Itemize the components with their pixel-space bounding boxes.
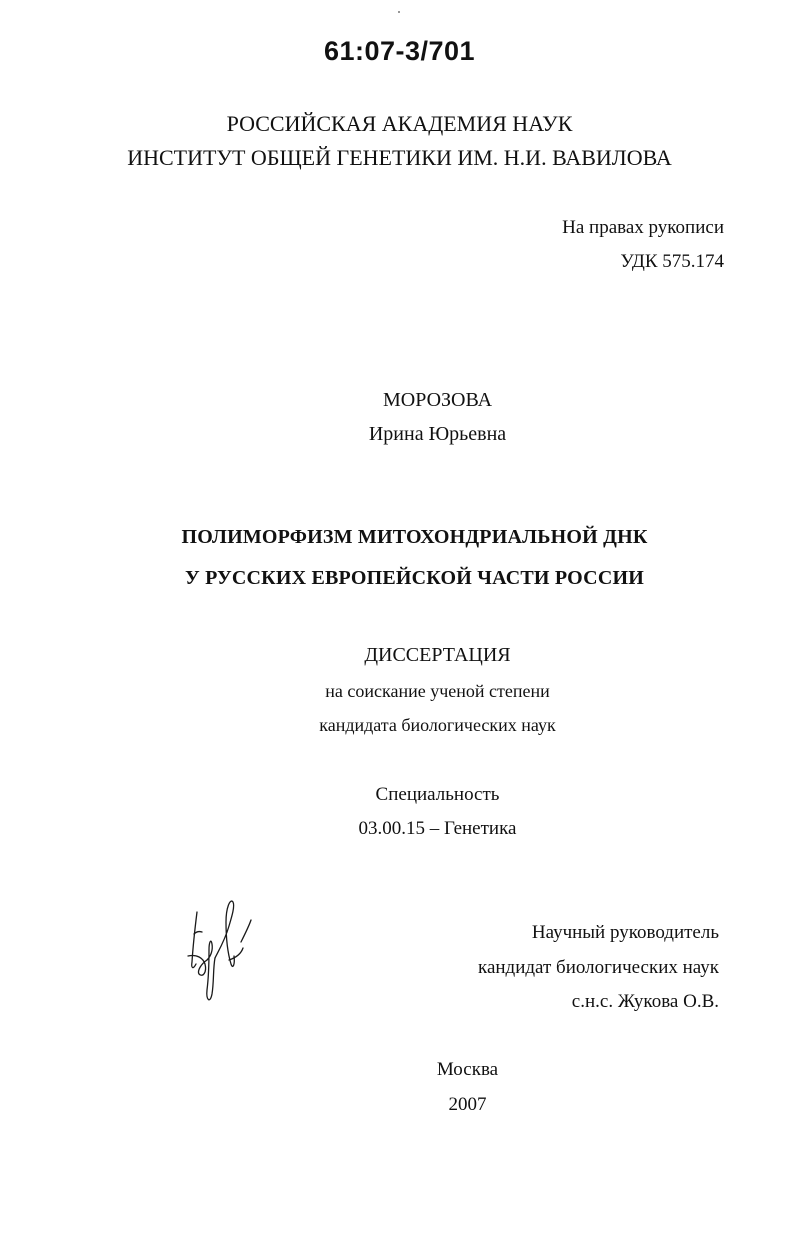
supervisor-degree: кандидат биологических наук bbox=[478, 957, 719, 978]
year: 2007 bbox=[448, 1094, 487, 1115]
document-type: ДИССЕРТАЦИЯ bbox=[364, 644, 511, 666]
specialty-value: 03.00.15 – Генетика bbox=[358, 818, 517, 839]
author-surname: МОРОЗОВА bbox=[382, 389, 493, 411]
supervisor-name: с.н.с. Жукова О.В. bbox=[571, 991, 719, 1012]
dissertation-title-line-2: У РУССКИХ ЕВРОПЕЙСКОЙ ЧАСТИ РОССИИ bbox=[185, 567, 644, 589]
manuscript-rights: На правах рукописи bbox=[562, 217, 724, 238]
author-given-names: Ирина Юрьевна bbox=[368, 423, 507, 445]
institute-name: ИНСТИТУТ ОБЩЕЙ ГЕНЕТИКИ ИМ. Н.И. ВАВИЛОВА bbox=[127, 145, 672, 170]
supervisor-role: Научный руководитель bbox=[531, 922, 719, 943]
academy-name: РОССИЙСКАЯ АКАДЕМИЯ НАУК bbox=[226, 111, 573, 136]
udc-code: УДК 575.174 bbox=[620, 251, 724, 272]
dissertation-title-line-1: ПОЛИМОРФИЗМ МИТОХОНДРИАЛЬНОЙ ДНК bbox=[181, 526, 648, 548]
degree-purpose-line-2: кандидата биологических наук bbox=[319, 715, 556, 735]
scan-speck bbox=[398, 11, 400, 13]
handwritten-signature bbox=[185, 898, 260, 1010]
specialty-label: Специальность bbox=[375, 784, 500, 805]
archive-code: 61:07-3/701 bbox=[323, 36, 476, 66]
city: Москва bbox=[436, 1059, 499, 1080]
degree-purpose-line-1: на соискание ученой степени bbox=[325, 681, 550, 701]
